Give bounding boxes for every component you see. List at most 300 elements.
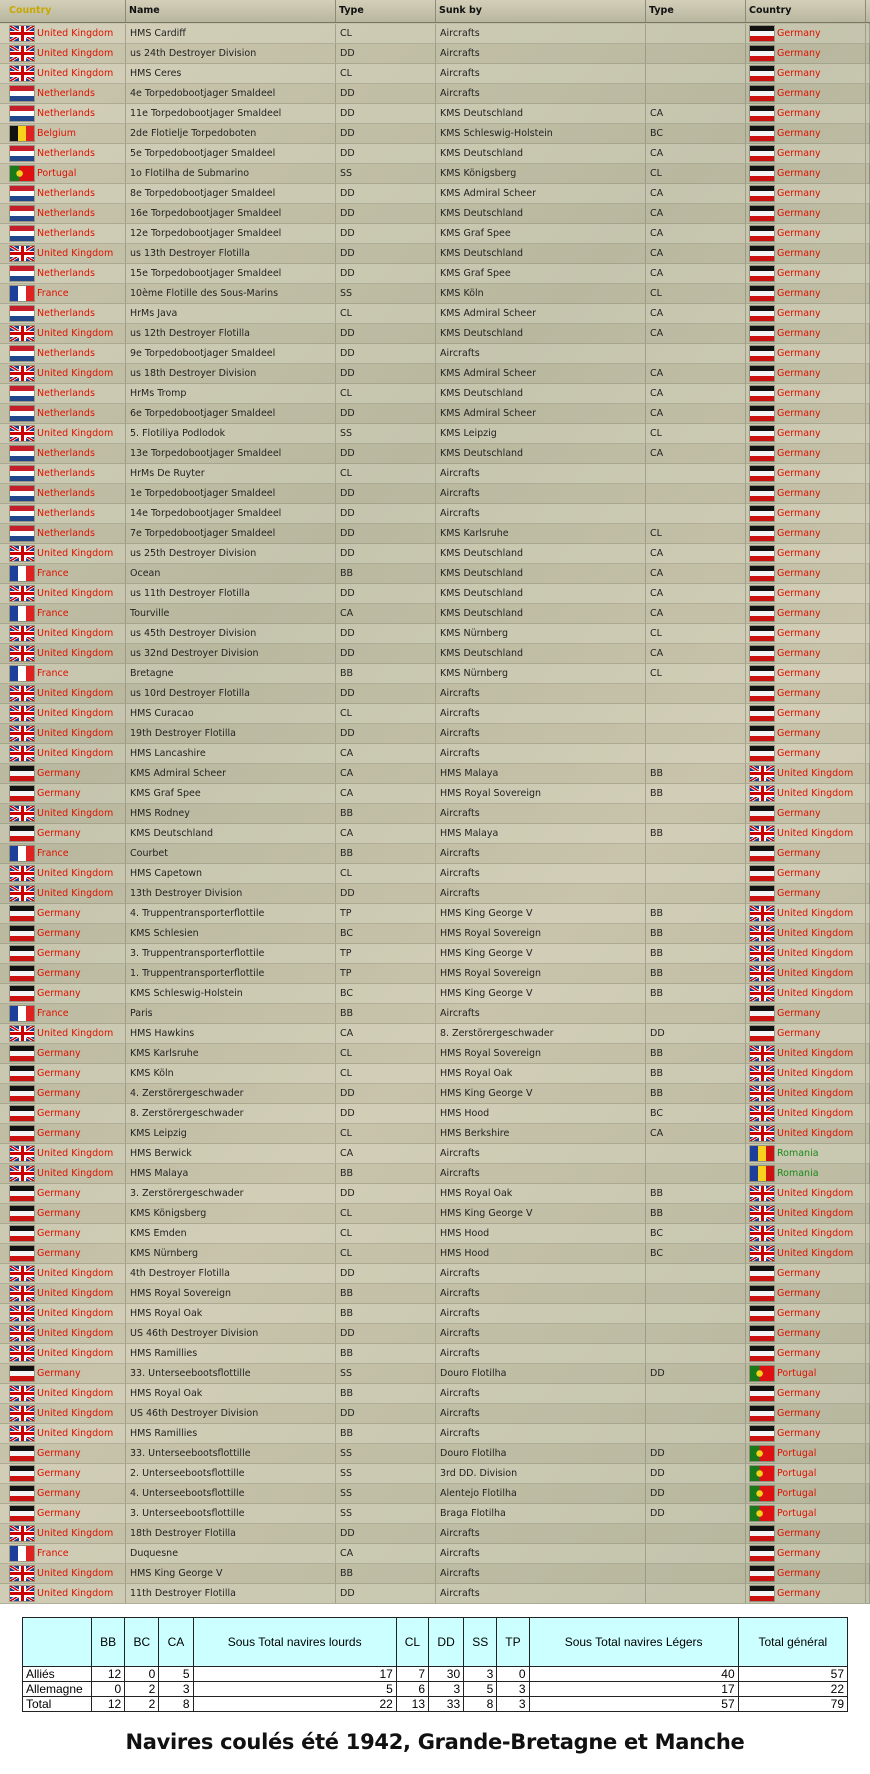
flag-icon xyxy=(750,206,774,221)
country-label: France xyxy=(37,288,69,299)
sunk-by-country-cell xyxy=(746,524,866,543)
type-cell xyxy=(336,644,436,663)
type-text: CL xyxy=(340,1208,352,1219)
summary-value: 0 xyxy=(92,1682,125,1697)
sunk-by-cell xyxy=(436,364,646,383)
country-label: Germany xyxy=(37,828,81,839)
type-text: SS xyxy=(340,1488,353,1499)
sunk-by-type-cell xyxy=(646,1504,746,1523)
sunk-by-cell xyxy=(436,1564,646,1583)
table-row[interactable] xyxy=(0,1224,870,1244)
sunk-by-cell xyxy=(436,1204,646,1223)
flag-icon xyxy=(750,346,774,361)
sunk-by-country-cell xyxy=(746,684,866,703)
name-cell xyxy=(126,24,336,43)
sunk-by-type-text: BB xyxy=(650,988,664,999)
table-row[interactable] xyxy=(0,44,870,64)
flag-icon xyxy=(10,1246,34,1261)
table-row[interactable] xyxy=(0,364,870,384)
sunk-by-cell xyxy=(436,1324,646,1343)
table-row[interactable] xyxy=(0,1424,870,1444)
country-cell xyxy=(6,1404,126,1423)
table-row[interactable] xyxy=(0,124,870,144)
name-text: 2de Flotielje Torpedoboten xyxy=(130,128,257,139)
flag-icon xyxy=(750,166,774,181)
sunk-by-cell xyxy=(436,204,646,223)
table-row[interactable] xyxy=(0,984,870,1004)
type-cell xyxy=(336,564,436,583)
summary-value: 22 xyxy=(738,1682,847,1697)
country-label: Germany xyxy=(777,108,821,119)
sunk-by-type-cell xyxy=(646,544,746,563)
country-label: United Kingdom xyxy=(777,1228,854,1239)
country-label: United Kingdom xyxy=(777,1208,854,1219)
sunk-by-cell xyxy=(436,44,646,63)
table-row[interactable] xyxy=(0,764,870,784)
sunk-by-type-text: CL xyxy=(650,288,662,299)
table-row[interactable] xyxy=(0,704,870,724)
country-label: United Kingdom xyxy=(37,328,114,339)
sunk-by-text: Aircrafts xyxy=(440,1388,480,1399)
sunk-by-cell xyxy=(436,1124,646,1143)
name-cell xyxy=(126,1484,336,1503)
sunk-by-type-text: BB xyxy=(650,1208,664,1219)
sunk-by-cell xyxy=(436,1164,646,1183)
table-row[interactable] xyxy=(0,744,870,764)
sunk-by-type-cell xyxy=(646,304,746,323)
table-row[interactable] xyxy=(0,424,870,444)
sunk-by-country-cell xyxy=(746,624,866,643)
country-label: Germany xyxy=(37,1508,81,1519)
country-label: Germany xyxy=(777,1008,821,1019)
sunk-by-text: Aircrafts xyxy=(440,348,480,359)
country-cell xyxy=(6,1424,126,1443)
table-row[interactable] xyxy=(0,1444,870,1464)
type-cell xyxy=(336,1184,436,1203)
sunk-by-text: Aircrafts xyxy=(440,848,480,859)
name-text: 33. Unterseebootsflottille xyxy=(130,1368,251,1379)
name-text: us 24th Destroyer Division xyxy=(130,48,257,59)
name-cell xyxy=(126,1384,336,1403)
type-text: DD xyxy=(340,688,355,699)
table-row[interactable] xyxy=(0,404,870,424)
table-row[interactable] xyxy=(0,1184,870,1204)
type-cell xyxy=(336,1484,436,1503)
header-name[interactable]: Name xyxy=(126,0,336,22)
country-label: Germany xyxy=(777,68,821,79)
country-label: Germany xyxy=(777,388,821,399)
country-label: Netherlands xyxy=(37,308,95,319)
sunk-by-cell xyxy=(436,304,646,323)
sunk-by-text: HMS Hood xyxy=(440,1248,490,1259)
name-cell xyxy=(126,464,336,483)
name-text: HMS Capetown xyxy=(130,868,203,879)
sunk-by-type-text: CA xyxy=(650,648,664,659)
type-cell xyxy=(336,1164,436,1183)
type-cell xyxy=(336,764,436,783)
name-cell xyxy=(126,1184,336,1203)
type-text: DD xyxy=(340,548,355,559)
type-cell xyxy=(336,1564,436,1583)
country-label: United Kingdom xyxy=(37,708,114,719)
sunk-by-text: Aircrafts xyxy=(440,708,480,719)
type-text: SS xyxy=(340,288,353,299)
sunk-by-country-cell xyxy=(746,204,866,223)
country-label: United Kingdom xyxy=(37,688,114,699)
type-cell xyxy=(336,584,436,603)
table-row[interactable] xyxy=(0,64,870,84)
table-row[interactable] xyxy=(0,524,870,544)
name-text: 4. Truppentransporterflottile xyxy=(130,908,265,919)
sunk-by-type-cell xyxy=(646,324,746,343)
sunk-by-text: HMS Malaya xyxy=(440,768,499,779)
sunk-by-type-cell xyxy=(646,504,746,523)
table-row[interactable] xyxy=(0,644,870,664)
table-row[interactable] xyxy=(0,484,870,504)
country-label: Germany xyxy=(777,1348,821,1359)
flag-icon xyxy=(10,366,34,381)
table-row[interactable] xyxy=(0,344,870,364)
table-row[interactable] xyxy=(0,604,870,624)
sunk-by-type-text: BB xyxy=(650,1068,664,1079)
country-label: Germany xyxy=(777,288,821,299)
flag-icon xyxy=(750,146,774,161)
flag-icon xyxy=(10,966,34,981)
table-row[interactable] xyxy=(0,1364,870,1384)
header-sunk-by-country[interactable]: Country xyxy=(746,0,866,22)
name-text: Ocean xyxy=(130,568,161,579)
name-cell xyxy=(126,1324,336,1343)
sunk-by-type-text: CA xyxy=(650,408,664,419)
table-row[interactable] xyxy=(0,784,870,804)
table-row[interactable] xyxy=(0,144,870,164)
header-country[interactable]: Country xyxy=(6,0,126,22)
flag-icon xyxy=(10,766,34,781)
name-cell xyxy=(126,104,336,123)
flag-icon xyxy=(750,566,774,581)
country-cell xyxy=(6,444,126,463)
sunk-by-cell xyxy=(436,124,646,143)
sunk-by-country-cell xyxy=(746,1284,866,1303)
sunk-by-cell xyxy=(436,684,646,703)
country-label: France xyxy=(37,568,69,579)
country-label: Germany xyxy=(777,468,821,479)
table-row[interactable] xyxy=(0,684,870,704)
sunk-by-country-cell xyxy=(746,1324,866,1343)
table-row[interactable] xyxy=(0,1584,870,1604)
country-cell xyxy=(6,1384,126,1403)
type-text: CL xyxy=(340,868,352,879)
name-cell xyxy=(126,1064,336,1083)
table-row[interactable] xyxy=(0,1324,870,1344)
table-row[interactable] xyxy=(0,1204,870,1224)
sunk-by-cell xyxy=(436,1424,646,1443)
country-label: Germany xyxy=(777,1288,821,1299)
sunk-by-type-text: BB xyxy=(650,928,664,939)
summary-value: 57 xyxy=(529,1697,738,1712)
flag-icon xyxy=(750,1426,774,1441)
country-label: Germany xyxy=(37,1468,81,1479)
table-row[interactable] xyxy=(0,1144,870,1164)
sunk-by-cell xyxy=(436,284,646,303)
table-row[interactable] xyxy=(0,284,870,304)
country-label: United Kingdom xyxy=(777,1068,854,1079)
table-row[interactable] xyxy=(0,444,870,464)
type-text: DD xyxy=(340,368,355,379)
table-row[interactable] xyxy=(0,1064,870,1084)
table-row[interactable] xyxy=(0,204,870,224)
sunk-by-type-cell xyxy=(646,484,746,503)
sunk-by-cell xyxy=(436,744,646,763)
type-cell xyxy=(336,144,436,163)
table-row[interactable] xyxy=(0,664,870,684)
sunk-by-country-cell xyxy=(746,744,866,763)
name-text: 1e Torpedobootjager Smaldeel xyxy=(130,488,276,499)
type-cell xyxy=(336,1364,436,1383)
sunk-by-type-cell xyxy=(646,164,746,183)
table-row[interactable] xyxy=(0,1024,870,1044)
table-row[interactable] xyxy=(0,1164,870,1184)
table-row[interactable] xyxy=(0,1084,870,1104)
table-row[interactable] xyxy=(0,1244,870,1264)
flag-icon xyxy=(750,1166,774,1181)
table-row[interactable] xyxy=(0,844,870,864)
table-row[interactable] xyxy=(0,584,870,604)
sunk-by-cell xyxy=(436,504,646,523)
table-row[interactable] xyxy=(0,464,870,484)
sunk-by-text: HMS Hood xyxy=(440,1108,490,1119)
table-row[interactable] xyxy=(0,1404,870,1424)
sunk-by-type-cell xyxy=(646,744,746,763)
sunk-by-country-cell xyxy=(746,1564,866,1583)
sunk-by-country-cell xyxy=(746,444,866,463)
type-text: BB xyxy=(340,568,354,579)
flag-icon xyxy=(10,546,34,561)
flag-icon xyxy=(10,106,34,121)
sunk-by-type-cell xyxy=(646,704,746,723)
flag-icon xyxy=(10,566,34,581)
sunk-by-text: Aircrafts xyxy=(440,68,480,79)
table-row[interactable] xyxy=(0,324,870,344)
flag-icon xyxy=(10,1066,34,1081)
table-row[interactable] xyxy=(0,944,870,964)
flag-icon xyxy=(750,1186,774,1201)
table-row[interactable] xyxy=(0,724,870,744)
table-row[interactable] xyxy=(0,1564,870,1584)
name-cell xyxy=(126,1204,336,1223)
flag-icon xyxy=(10,726,34,741)
name-text: 11e Torpedobootjager Smaldeel xyxy=(130,108,282,119)
sunk-by-text: HMS King George V xyxy=(440,1208,533,1219)
sunk-by-type-text: CA xyxy=(650,568,664,579)
flag-icon xyxy=(10,1306,34,1321)
table-row[interactable] xyxy=(0,304,870,324)
table-row[interactable] xyxy=(0,864,870,884)
table-row[interactable] xyxy=(0,104,870,124)
sunk-by-country-cell xyxy=(746,344,866,363)
type-cell xyxy=(336,604,436,623)
table-row[interactable] xyxy=(0,504,870,524)
flag-icon xyxy=(10,1466,34,1481)
sunk-by-country-cell xyxy=(746,584,866,603)
country-cell xyxy=(6,1264,126,1283)
header-sunk-by-type[interactable]: Type xyxy=(646,0,746,22)
summary-row xyxy=(23,1667,848,1682)
table-row[interactable] xyxy=(0,564,870,584)
table-row[interactable] xyxy=(0,1384,870,1404)
summary-col-header: CL xyxy=(396,1618,428,1667)
sunk-by-text: KMS Deutschland xyxy=(440,108,524,119)
table-row[interactable] xyxy=(0,244,870,264)
summary-value: 5 xyxy=(464,1682,497,1697)
sunk-by-text: HMS Royal Sovereign xyxy=(440,968,542,979)
summary-col-header: BC xyxy=(125,1618,159,1667)
country-label: United Kingdom xyxy=(777,928,854,939)
name-cell xyxy=(126,44,336,63)
table-row[interactable] xyxy=(0,1264,870,1284)
flag-icon xyxy=(10,1146,34,1161)
country-cell xyxy=(6,64,126,83)
type-text: BB xyxy=(340,1308,354,1319)
country-cell xyxy=(6,544,126,563)
sunk-by-type-text: BB xyxy=(650,908,664,919)
sunk-by-country-cell xyxy=(746,1344,866,1363)
country-label: United Kingdom xyxy=(37,1328,114,1339)
table-row[interactable] xyxy=(0,1544,870,1564)
name-cell xyxy=(126,964,336,983)
sunk-by-type-text: CA xyxy=(650,1128,664,1139)
country-label: Germany xyxy=(37,948,81,959)
name-text: KMS Emden xyxy=(130,1228,187,1239)
country-label: United Kingdom xyxy=(37,1588,114,1599)
flag-icon xyxy=(10,286,34,301)
sunk-by-cell xyxy=(436,724,646,743)
table-row[interactable] xyxy=(0,1464,870,1484)
name-text: US 46th Destroyer Division xyxy=(130,1408,259,1419)
name-text: 19th Destroyer Flotilla xyxy=(130,728,236,739)
summary-value: 0 xyxy=(497,1667,529,1682)
sunk-by-cell xyxy=(436,864,646,883)
sunk-by-type-cell xyxy=(646,1144,746,1163)
sunk-by-country-cell xyxy=(746,604,866,623)
country-label: Germany xyxy=(777,1328,821,1339)
sunk-by-cell xyxy=(436,604,646,623)
flag-icon xyxy=(750,1146,774,1161)
sunk-by-cell xyxy=(436,384,646,403)
name-text: 5. Flotiliya Podlodok xyxy=(130,428,226,439)
country-label: Germany xyxy=(777,1528,821,1539)
flag-icon xyxy=(10,66,34,81)
flag-icon xyxy=(750,366,774,381)
country-label: Germany xyxy=(777,328,821,339)
flag-icon xyxy=(10,1326,34,1341)
table-row[interactable] xyxy=(0,1524,870,1544)
table-row[interactable] xyxy=(0,1284,870,1304)
sunk-by-cell xyxy=(436,1364,646,1383)
flag-icon xyxy=(10,206,34,221)
sunk-by-cell xyxy=(436,244,646,263)
header-sunk-by[interactable]: Sunk by xyxy=(436,0,646,22)
flag-icon xyxy=(10,26,34,41)
table-row[interactable] xyxy=(0,964,870,984)
table-row[interactable] xyxy=(0,1044,870,1064)
sunk-by-type-cell xyxy=(646,1084,746,1103)
table-row[interactable] xyxy=(0,264,870,284)
country-cell xyxy=(6,964,126,983)
country-label: United Kingdom xyxy=(37,548,114,559)
flag-icon xyxy=(750,586,774,601)
country-cell xyxy=(6,704,126,723)
table-row[interactable] xyxy=(0,1124,870,1144)
sunk-by-cell xyxy=(436,924,646,943)
sunk-by-country-cell xyxy=(746,884,866,903)
flag-icon xyxy=(10,1566,34,1581)
table-row[interactable] xyxy=(0,884,870,904)
table-row[interactable] xyxy=(0,904,870,924)
table-row[interactable] xyxy=(0,184,870,204)
type-text: BC xyxy=(340,988,353,999)
country-label: Germany xyxy=(777,348,821,359)
sunk-by-country-cell xyxy=(746,1064,866,1083)
type-text: CL xyxy=(340,388,352,399)
table-row[interactable] xyxy=(0,804,870,824)
flag-icon xyxy=(750,446,774,461)
country-cell xyxy=(6,784,126,803)
table-row[interactable] xyxy=(0,1104,870,1124)
sunk-by-country-cell xyxy=(746,284,866,303)
header-type[interactable]: Type xyxy=(336,0,436,22)
type-text: CL xyxy=(340,468,352,479)
country-cell xyxy=(6,804,126,823)
table-row[interactable] xyxy=(0,824,870,844)
table-row[interactable] xyxy=(0,84,870,104)
sunk-by-cell xyxy=(436,1504,646,1523)
country-label: Germany xyxy=(37,1368,81,1379)
sunk-by-cell xyxy=(436,24,646,43)
table-row[interactable] xyxy=(0,384,870,404)
name-text: KMS Schlesien xyxy=(130,928,199,939)
sunk-by-type-cell xyxy=(646,1044,746,1063)
sunk-by-cell xyxy=(436,1024,646,1043)
country-label: Germany xyxy=(37,768,81,779)
table-row[interactable] xyxy=(0,924,870,944)
type-text: CL xyxy=(340,1228,352,1239)
country-label: Germany xyxy=(777,448,821,459)
flag-icon xyxy=(10,186,34,201)
sunk-by-cell xyxy=(436,184,646,203)
country-label: Portugal xyxy=(777,1468,817,1479)
flag-icon xyxy=(750,806,774,821)
country-cell xyxy=(6,424,126,443)
table-row[interactable] xyxy=(0,624,870,644)
type-text: DD xyxy=(340,88,355,99)
table-row[interactable] xyxy=(0,1504,870,1524)
country-label: Germany xyxy=(777,1548,821,1559)
table-row[interactable] xyxy=(0,1304,870,1324)
table-row[interactable] xyxy=(0,1004,870,1024)
sunk-by-type-cell xyxy=(646,24,746,43)
table-row[interactable] xyxy=(0,1484,870,1504)
table-row[interactable] xyxy=(0,224,870,244)
type-cell xyxy=(336,544,436,563)
country-label: Netherlands xyxy=(37,488,95,499)
sunk-by-type-text: DD xyxy=(650,1488,665,1499)
flag-icon xyxy=(10,1366,34,1381)
table-row[interactable] xyxy=(0,544,870,564)
table-row[interactable] xyxy=(0,24,870,44)
table-row[interactable] xyxy=(0,164,870,184)
table-row[interactable] xyxy=(0,1344,870,1364)
